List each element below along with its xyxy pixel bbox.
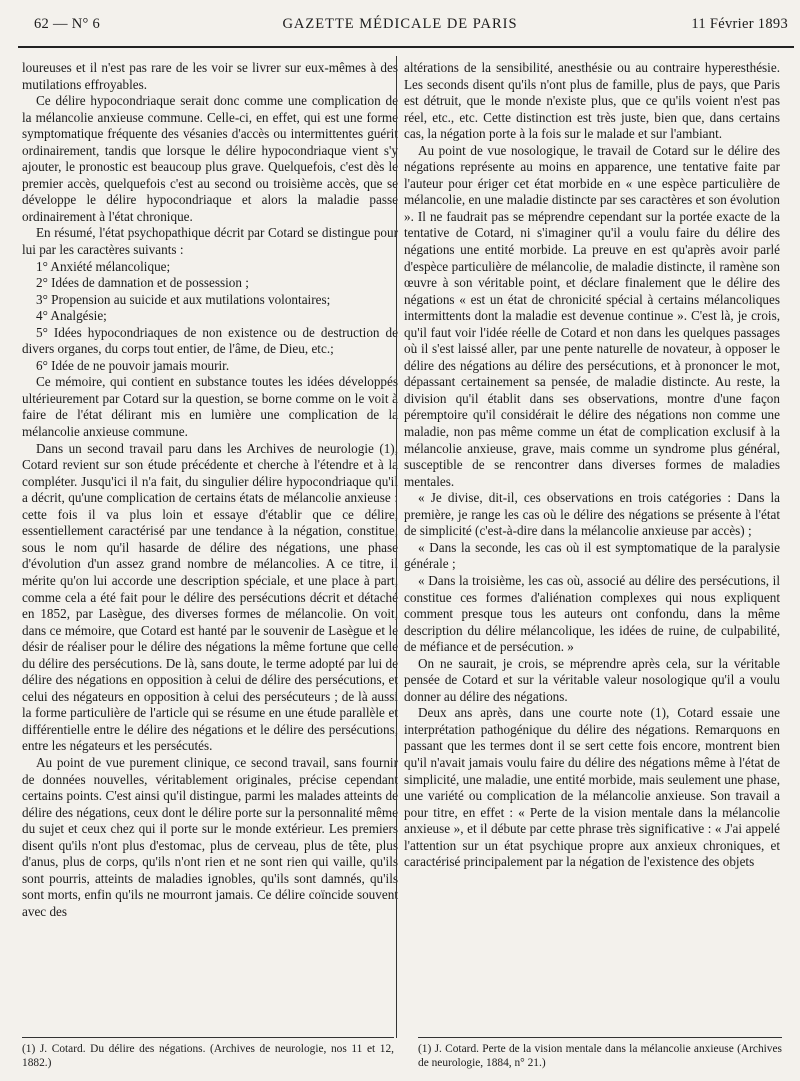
- paragraph: Au point de vue nosologique, le travail de Cotard sur le délire des négations représente au moins en apparence, une tentative faite par l'auteur pour ériger cet état morbide en « une espèce particulière de mélancolie, en une maladie distincte par ses caractères et son évolution ». Il ne faudrait pas se méprendre cependant sur la portée exacte de la tentative de Cotard, ni s'imaginer qu'il a voulu faire du délire des négations une entité morbide. La preuve en est qu'après avoir parlé d'espèce particulière de mélancolie, de maladie distincte, il ramène son œuvre à son véritable point, et déclare finalement que le délire des négations « est un état de chronicité spécial à certains mélancoliques intermittents dont la maladie est devenue continue ». C'est là, je crois, qu'il faut voir l'idée réelle de Cotard et non dans les quelques passages où il s'est laissé aller, par une pente naturelle de novateur, à opposer le délire des négations au délire des persécutions, et à prononcer le mot, dépassant certainement sa pensée, de maladie distincte. Au reste, la division qu'il établit dans ses observations, montre d'une façon péremptoire qu'il considérait le délire des négations non comme une maladie, non pas même comme un état de complication exclusif à la mélancolie anxieuse, grave, mais comme un syndrome plus général, susceptible de se rencontrer dans diverses formes de maladies mentales.: [404, 142, 780, 489]
- page-header: [0, 14, 800, 38]
- paragraph: Dans un second travail paru dans les Archives de neurologie (1), Cotard revient sur son étude précédente et cherche à l'étendre et à la compléter. Jusqu'ici il n'a fait, du singulier délire hypocondriaque qu'il a décrit, qu'une complication de certains états de mélancolie anxieuse : cette fois il va plus loin et essaye d'établir que ce délire, essentiellement caractérisé par une tendance à la négation, constitue, sous le nom qu'il hasarde de délire des négations, une phase d'évolution d'un assez grand nombre de mélancolies. A ce titre, il mérite qu'on lui accorde une description spéciale, et une place à part, comme cela a été fait pour le délire des persécutions décrit et détaché en 1852, par Lasègue, des diverses formes de mélancolie. On voit, dans ce mémoire, que Cotard est hanté par le souvenir de Lasègue et le désir de réaliser pour le délire des négations la même fortune que celle du délire des persécutions. De là, sans doute, le terme adopté par lui de délire des négations en opposition à celui de délire des persécutions, et celui des négateurs en opposition à celui des persécuteurs ; de là aussi la forme particulière de l'article qui se résume en une étude parallèle et différentielle entre le délire des négations et le délire des persécutions, entre les négateurs et les persécutés.: [22, 440, 398, 754]
- list-item: 3° Propension au suicide et aux mutilations volontaires;: [36, 291, 331, 307]
- list-item: 2° Idées de damnation et de possession ;: [36, 275, 249, 291]
- paragraph: loureuses et il n'est pas rare de les voir se livrer sur eux-mêmes à des mutilations effroyables.: [22, 60, 398, 92]
- footnote-left: (1) J. Cotard. Du délire des négations. (Archives de neurologie, nos 11 et 12, 1882.): [22, 1043, 394, 1069]
- paragraph: Au point de vue purement clinique, ce second travail, sans fournir de données nouvelles, véritablement originales, précise cependant certains points. C'est ainsi qu'il distingue, parmi les malades atteints de délire des négations, ceux dont le délire porte sur la personnalité même du sujet et ceux chez qui il porte sur le monde extérieur. Les premiers disent qu'ils n'ont plus d'estomac, plus de cerveau, plus de tête, plus d'anus, plus de corps, qu'ils n'ont rien et ne sont rien qui vaille, qu'ils sont pourris, atteints de maladies ignobles, qu'ils sont damnés, qu'ils sont morts, enfin qu'ils ne mourront jamais. Ce délire coïncide souvent avec des: [22, 754, 398, 919]
- quote-paragraph: « Dans la seconde, les cas où il est symptomatique de la paralysie générale ;: [404, 539, 780, 572]
- paragraph: altérations de la sensibilité, anesthésie ou au contraire hyperesthésie. Les seconds disent qu'ils n'ont plus de famille, plus de pays, que Paris est détruit, que le monde n'existe plus, que ce qu'ils voient n'est pas réel, etc., etc. Cette distinction est très juste, bien que, dans certains cas, la négation porte à la fois sur le malade et sur l'ambiant.: [404, 60, 780, 142]
- footnote-right: (1) J. Cotard. Perte de la vision mentale dans la mélancolie anxieuse (Archives de neurologie, 1884, n° 21.): [418, 1043, 782, 1069]
- paragraph: Ce délire hypocondriaque serait donc comme une complication de la mélancolie anxieuse commune. Celle-ci, en effet, qui est une forme symptomatique fréquente des vésanies d'accès ou intermittentes guérit ordinairement, tandis que lorsque le délire hypocondriaque vient s'y ajouter, le pronostic est beaucoup plus grave. Quelquefois, c'est dès le premier accès, quelquefois c'est au second ou troisième accès, que se développe le délire hypocondriaque et alors la maladie passe ordinairement à l'état chronique.: [22, 93, 398, 224]
- list-item: 1° Anxiété mélancolique;: [36, 258, 171, 274]
- quote-paragraph: « Dans la troisième, les cas où, associé au délire des persécutions, il constitue ces formes d'aliénation complexes qui nous expliquent comment presque tous les auteurs ont confondu, dans la même description du délire mélancolique, les idées de ruine, de culpabilité, de méfiance et de persécution. »: [404, 572, 780, 655]
- right-column: [404, 60, 780, 871]
- paragraph: Deux ans après, dans une courte note (1), Cotard essaie une interprétation pathogénique du délire des négations. Remarquons en passant que les termes dont il se sert cette fois encore, montrent bien qu'il n'avait jamais voulu faire du délire des négations même à l'état de simplicité, une maladie, une entité morbide, mais seulement une phase, une variété ou complication de la mélancolie anxieuse. Son travail a pour titre, en effet : « Perte de la vision mentale dans la mélancolie anxieuse », et il débute par cette phrase très significative : « J'ai appelé l'attention sur un état psychique propre aux anxieux chroniques, et caractérisé principalement par la négation de l'existence des objets: [404, 705, 780, 870]
- issue-date: 11 Février 1893: [691, 16, 788, 32]
- list-item: 4° Analgésie;: [36, 308, 107, 324]
- paragraph: En résumé, l'état psychopathique décrit par Cotard se distingue pour lui par les caractères suivants :: [22, 225, 398, 258]
- footnote-rule-left: [22, 1037, 394, 1038]
- quote-paragraph: « Je divise, dit-il, ces observations en trois catégories : Dans la première, je range les cas où le délire des négations se présente à l'état de simplicité (c'est-à-dire dans la mélancolie anxieuse par accès) ;: [404, 490, 780, 539]
- footnote-rule-right: [418, 1037, 782, 1038]
- paragraph: Ce mémoire, qui contient en substance toutes les idées développés ultérieurement par Cotard sur la question, se borne comme on le voit à faire de l'état délirant mis en lumière une complication de la mélancolie anxieuse commune.: [22, 374, 398, 440]
- column-divider: [396, 56, 397, 1038]
- journal-title: GAZETTE MÉDICALE DE PARIS: [282, 16, 518, 32]
- left-column: [22, 60, 398, 920]
- page-number: 62 — N° 6: [34, 16, 101, 32]
- list-item: 6° Idée de ne pouvoir jamais mourir.: [36, 357, 230, 373]
- list-item: 5° Idées hypocondriaques de non existence ou de destruction de divers organes, du corps tout entier, de l'âme, de Dieu, etc.;: [22, 324, 398, 357]
- paragraph: On ne saurait, je crois, se méprendre après cela, sur la véritable pensée de Cotard et sur la véritable valeur nosologique qu'il a voulu donner au délire des négations.: [404, 655, 780, 704]
- header-rule: [18, 46, 794, 48]
